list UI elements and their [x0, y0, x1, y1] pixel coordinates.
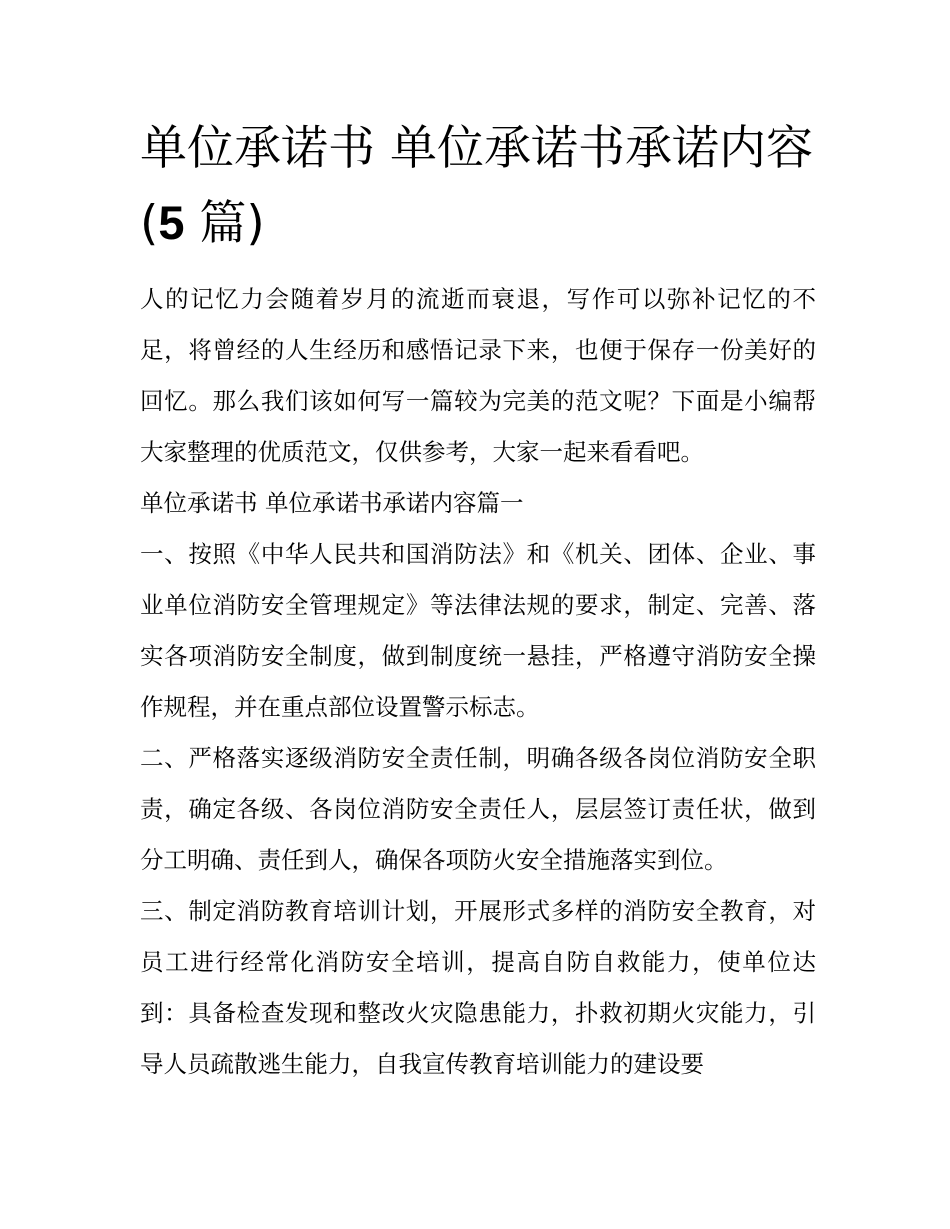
document-title	[140, 112, 820, 261]
body-paragraph: 三、制定消防教育培训计划，开展形式多样的消防安全教育，对员工进行经常化消防安全培训，提高自防自救能力，使单位达到：具备检查发现和整改火灾隐患能力，扑救初期火灾能力，引导人员疏散逃生能力，自我宣传教育培训能力的建设要	[140, 897, 816, 1078]
body-paragraph: 二、严格落实逐级消防安全责任制，明确各级各岗位消防安全职责，确定各级、各岗位消防安全责任人，层层签订责任状，做到分工明确、责任到人，确保各项防火安全措施落实到位。	[140, 744, 816, 874]
body-paragraph: 一、按照《中华人民共和国消防法》和《机关、团体、企业、事业单位消防安全管理规定》等法律法规的要求，制定、完善、落实各项消防安全制度，做到制度统一悬挂，严格遵守消防安全操作规程，并在重点部位设置警示标志。	[140, 540, 816, 721]
document-body	[140, 274, 816, 1090]
section-heading: 单位承诺书 单位承诺书承诺内容篇一	[140, 489, 524, 517]
intro-paragraph: 人的记忆力会随着岁月的流逝而衰退，写作可以弥补记忆的不足，将曾经的人生经历和感悟记录下来，也便于保存一份美好的回忆。那么我们该如何写一篇较为完美的范文呢？下面是小编帮大家整理的优质范文，仅供参考，大家一起来看看吧。	[140, 285, 816, 466]
title-text-part2: 篇)	[184, 196, 265, 251]
title-text-part1: 单位承诺书 单位承诺书承诺内容(	[140, 121, 813, 251]
title-count: 5	[158, 196, 185, 249]
